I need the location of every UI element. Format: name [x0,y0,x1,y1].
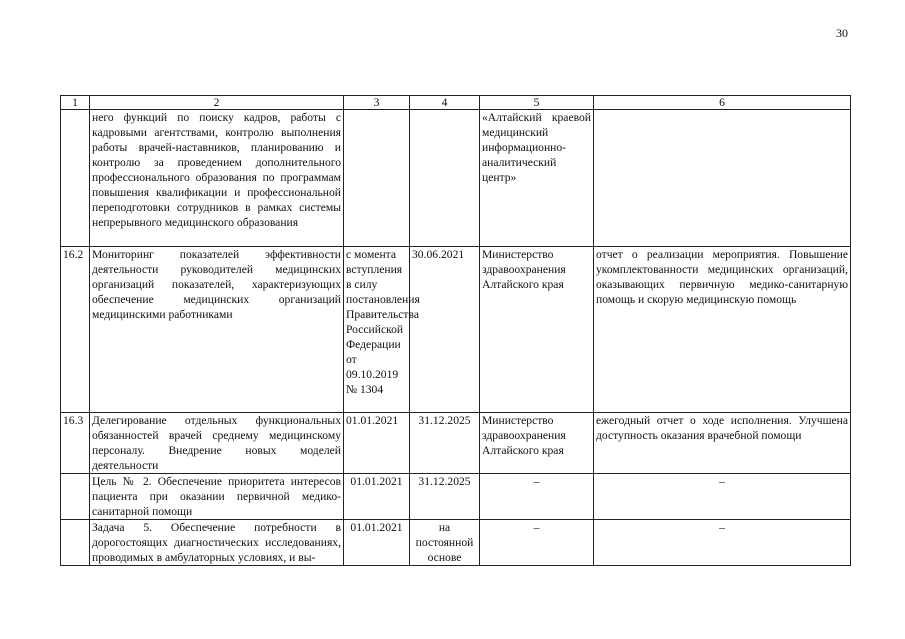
cell-end: 30.06.2021 [410,247,480,413]
cell-responsible: «Алтайский краевой медицинский информационно-аналитический центр» [480,110,594,247]
cell-responsible: Министерство здравоохранения Алтайского края [480,413,594,474]
col-header-5: 5 [480,96,594,110]
cell-num [61,520,90,566]
cell-responsible: Министерство здравоохранения Алтайского края [480,247,594,413]
cell-start: 01.01.2021 [344,520,410,566]
table-row [61,413,851,474]
page-number: 30 [836,26,848,40]
cell-end: 31.12.2025 [410,413,480,474]
cell-num: 16.2 [61,247,90,413]
cell-end [410,110,480,247]
table-row [61,247,851,413]
cell-start [344,110,410,247]
cell-result: отчет о реализации мероприятия. Повышение укомплектованности медицинских организаций, оказывающих первичную медико-санитарную помощь и скорую медицинскую помощь [594,247,851,413]
cell-num: 16.3 [61,413,90,474]
cell-start: 01.01.2021 [344,474,410,520]
col-header-6: 6 [594,96,851,110]
cell-responsible: – [480,520,594,566]
cell-result: ежегодный отчет о ходе исполнения. Улучшена доступность оказания врачебной помощи [594,413,851,474]
col-header-4: 4 [410,96,480,110]
cell-responsible: – [480,474,594,520]
cell-start: с момента вступления в силу постановления Правительства Российской Федерации от 09.10.2019 № 1304 [344,247,410,413]
table-row [61,474,851,520]
cell-activity: него функций по поиску кадров, работы с кадровыми агентствами, контролю выполнения работы врачей-наставников, планированию и контролю за проведением дополнительного профессионального образования по программам повышения квалификации и профессиональной переподготовки сотрудников в рамках системы непрерывного медицинского образования [90,110,344,247]
cell-activity: Мониторинг показателей эффективности деятельности руководителей медицинских организаций показателей, характеризующих обеспечение медицинских организаций медицинскими работниками [90,247,344,413]
cell-activity: Делегирование отдельных функциональных обязанностей врачей среднему медицинскому персоналу. Внедрение новых моделей деятельности [90,413,344,474]
cell-start: 01.01.2021 [344,413,410,474]
cell-result: – [594,520,851,566]
cell-num [61,110,90,247]
cell-activity: Задача 5. Обеспечение потребности в дорогостоящих диагностических исследованиях, проводимых в амбулаторных условиях, и вы- [90,520,344,566]
cell-activity: Цель № 2. Обеспечение приоритета интересов пациента при оказании первичной медико-санитарной помощи [90,474,344,520]
cell-num [61,474,90,520]
cell-result: – [594,474,851,520]
col-header-1: 1 [61,96,90,110]
cell-end: 31.12.2025 [410,474,480,520]
table-row [61,520,851,566]
measures-table [60,95,851,566]
header-row [61,96,851,110]
table-row [61,110,851,247]
cell-result [594,110,851,247]
col-header-2: 2 [90,96,344,110]
col-header-3: 3 [344,96,410,110]
cell-end: на постоянной основе [410,520,480,566]
